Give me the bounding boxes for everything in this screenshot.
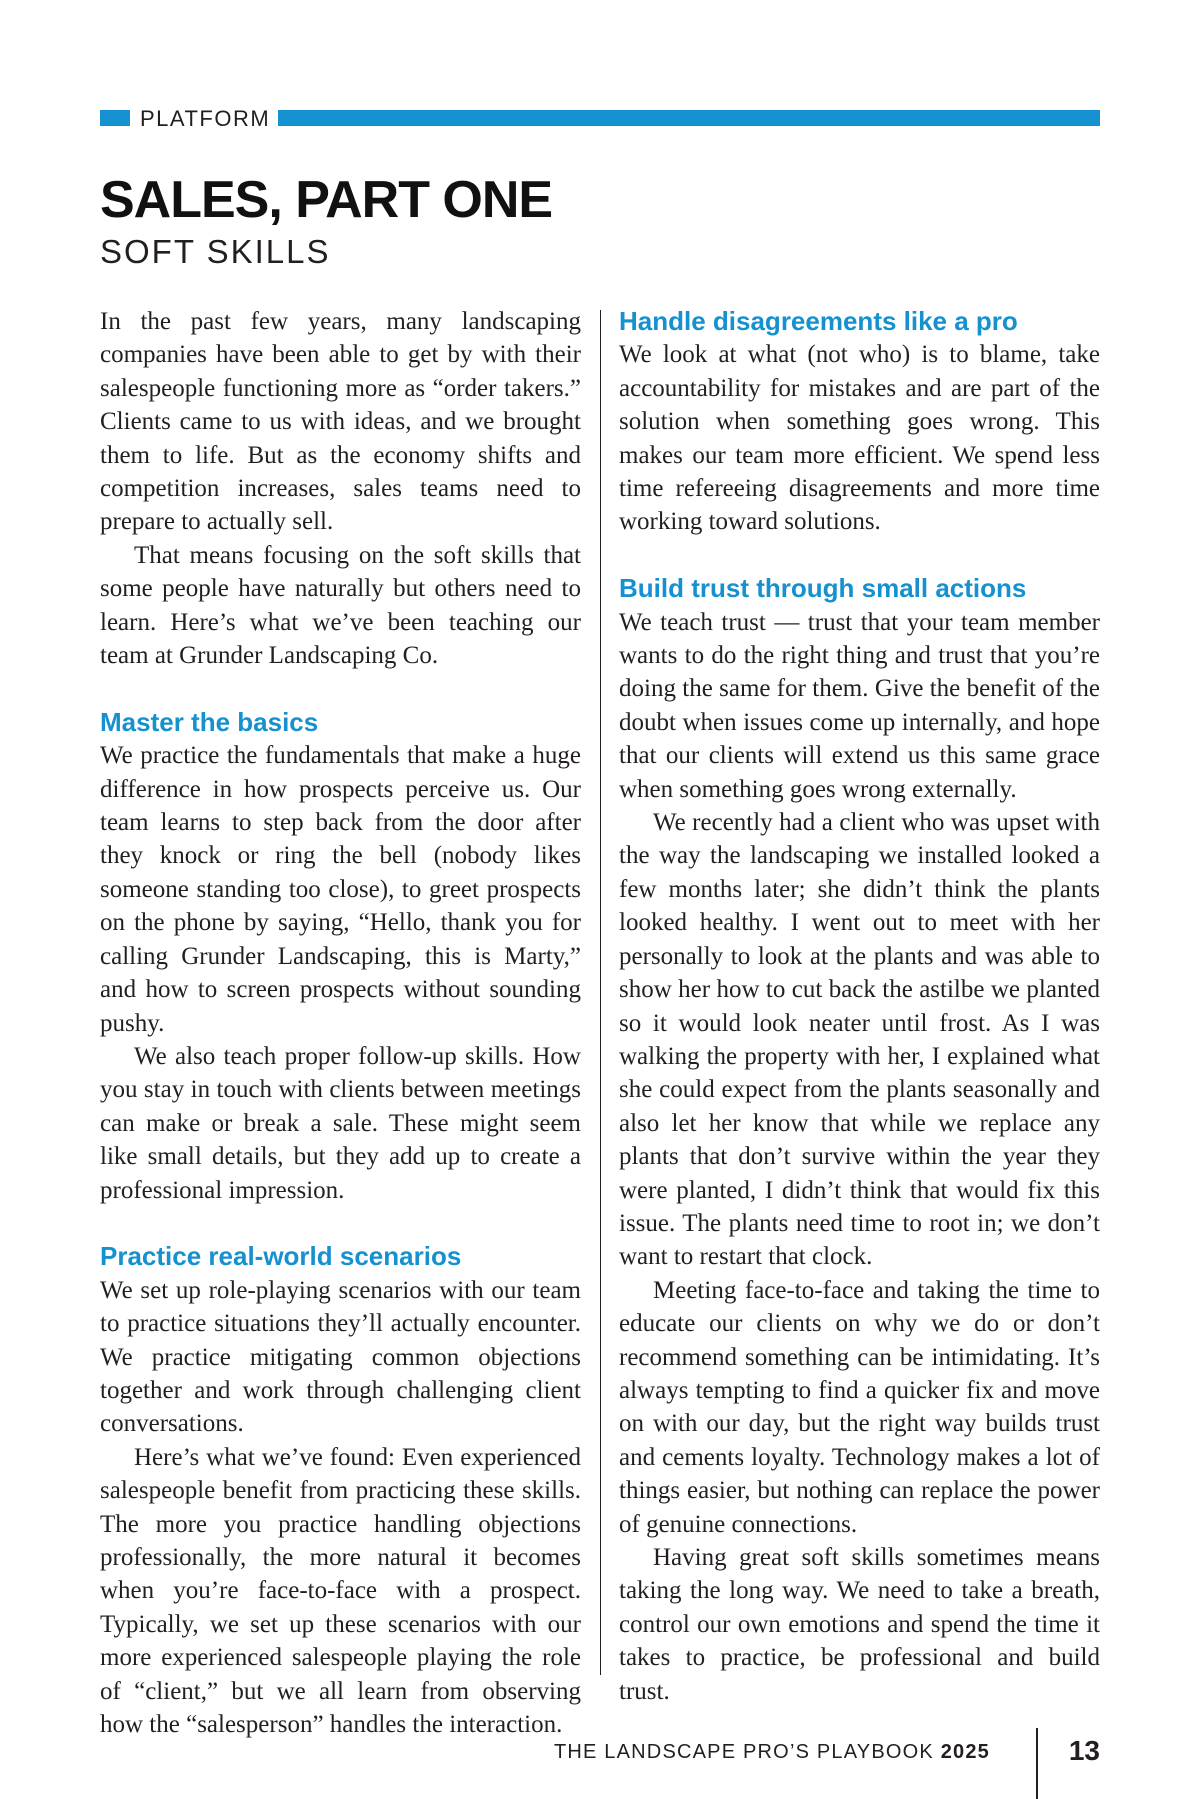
section-label: PLATFORM [140,106,271,131]
intro-paragraph-1: In the past few years, many landscaping companies have been able to get by with their salespeople functioning more as “order takers.” Clients came to us with ideas, and we brought them to life. But as the economy shifts and competition increases, sales teams need to prepare to actually sell. [100,308,581,536]
page-number: 13 [1068,1735,1100,1766]
trust-paragraph-2: We recently had a client who was upset with the way the landscaping we installed looked a few months later; she didn’t think the plants looked healthy. I went out to meet with her personally to look at the plants and was able to show her how to cut back the astilbe we planted so it would look neater until frost. As I was walking the property with her, I explained what she could expect from the plants seasonally and also let her know that while we replace any plants that don’t survive within the year they were planted, I didn’t think that would fix this issue. The plants need time to root in; we don’t want to restart that clock. [619,809,1100,1271]
page-footer [553,1728,1100,1798]
heading-handle-disagreements: Handle disagreements like a pro [619,306,1018,336]
disagreements-paragraph-1: We look at what (not who) is to blame, take accountability for mistakes and are part of the solution when something goes wrong. This makes our team more efficient. We spend less time refereeing disagreements and more time working toward solutions. [619,341,1100,536]
scenarios-paragraph-2: Here’s what we’ve found: Even experienced salespeople benefit from practicing these skills. The more you practice handling objections professionally, the more natural it becomes when you’re face-to-face with a prospect. Typically, we set up these scenarios with our more experienced salespeople playing the role of “client,” but we all learn from observing how the “salesperson” handles the interaction. [100,1443,581,1739]
publication-year: 2025 [940,1741,990,1763]
publication-name [554,1741,990,1764]
trust-paragraph-1: We teach trust — trust that your team member wants to do the right thing and trust that you’re doing the same for them. Give the benefit of the doubt when issues come up internally, and hope that our clients will extend us this same grace when something goes wrong externally. [619,608,1100,803]
trust-paragraph-3: Meeting face-to-face and taking the time to educate our clients on why we do or don’t recommend something can be intimidating. It’s always tempting to find a quicker fix and move on with our day, but the right way builds trust and cements loyalty. Technology makes a lot of things easier, but nothing can replace the power of genuine connections. [619,1276,1100,1538]
heading-build-trust: Build trust through small actions [619,573,1027,604]
intro-paragraph-2: That means focusing on the soft skills that some people have naturally but others need to learn. Here’s what we’ve been teaching our team at Grunder Landscaping Co. [100,541,581,670]
page-subtitle: SOFT SKILLS [100,233,331,270]
master-basics-paragraph-1: We practice the fundamentals that make a huge difference in how prospects perceive us. Our team learns to step back from the door after they knock or ring the bell (nobody likes someone standing too close), to greet prospects on the phone by saying, “Hello, thank you for calling Grunder Landscaping, this is Marty,” and how to screen prospects without sounding pushy. [100,742,581,1037]
master-basics-paragraph-2: We also teach proper follow-up skills. How you stay in touch with clients between meetings can make or break a sale. These might seem like small details, but they add up to create a professional impression. [100,1042,581,1204]
heading-master-basics: Master the basics [100,706,319,737]
publication-title: THE LANDSCAPE PRO’S PLAYBOOK [553,1741,934,1763]
trust-paragraph-4: Having great soft skills sometimes means taking the long way. We need to take a breath, control our own emotions and spend the time it takes to practice, be professional and build trust. [619,1544,1100,1705]
section-header-bar [100,108,1100,130]
right-column [619,305,1100,1708]
accent-rule-right [278,110,1100,126]
footer-divider [1036,1728,1038,1799]
accent-block-left [100,110,130,126]
page-title: SALES, PART ONE [100,171,553,229]
scenarios-paragraph-1: We set up role-playing scenarios with our team to practice situations they’ll actually encounter. We practice mitigating common objections together and work through challenging client conversations. [100,1276,581,1438]
column-divider [600,310,601,1675]
heading-real-world-scenarios: Practice real-world scenarios [100,1241,462,1272]
left-column [100,305,581,1741]
